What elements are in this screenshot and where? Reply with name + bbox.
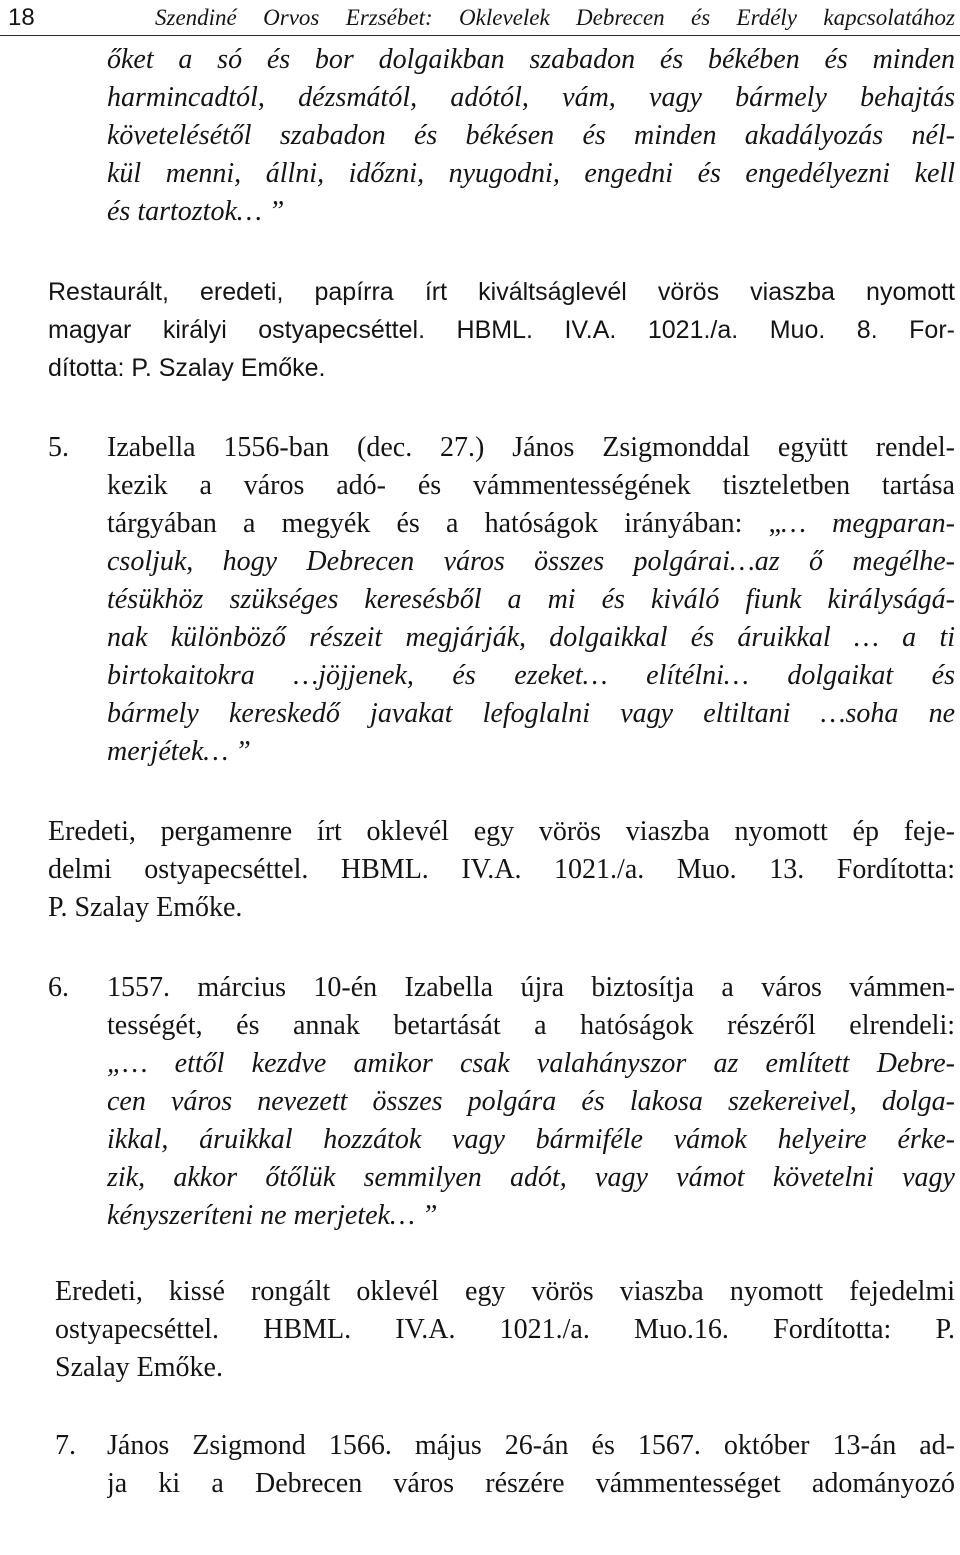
text-line xyxy=(107,1197,955,1235)
text-line xyxy=(107,41,955,79)
text-segment: „… ettől kezdve amikor csak valahányszor az említett Debre- xyxy=(107,1048,955,1079)
text-line xyxy=(107,1465,955,1503)
text-segment: Eredeti, kissé rongált oklevél egy vörös viaszba nyomott fejedelmi xyxy=(55,1276,955,1307)
text-line xyxy=(107,543,955,581)
text-line xyxy=(48,851,955,889)
text-segment: Szalay Emőke. xyxy=(55,1352,223,1383)
text-segment: tárgyában a megyék és a hatóságok irányában: „ xyxy=(107,508,782,539)
text-line xyxy=(107,581,955,619)
running-title: Szendiné Orvos Erzsébet: Oklevelek Debrecen és Erdély kapcsolatához xyxy=(155,5,955,30)
text-segment: Eredeti, pergamenre írt oklevél egy vörös viaszba nyomott ép feje- xyxy=(48,816,955,847)
text-segment: zik, akkor őtőlük semmilyen adót, vagy vámot követelni vagy xyxy=(107,1162,955,1193)
source-note-lines xyxy=(48,813,955,927)
text-segment: és tartoztok… ” xyxy=(107,196,285,227)
text-line xyxy=(48,273,955,311)
text-segment: ikkal, áruikkal hozzátok vagy bármiféle vámok helyeire érke- xyxy=(107,1124,955,1155)
text-line xyxy=(107,467,955,505)
text-segment: tésükhöz szükséges keresésből a mi és kiváló fiunk királyságá- xyxy=(107,584,955,615)
text-line xyxy=(107,1121,955,1159)
text-line xyxy=(107,193,955,231)
text-segment: magyar királyi ostyapecséttel. HBML. IV.A. 1021./a. Muo. 8. For- xyxy=(48,316,955,344)
text-segment: 1557. március 10-én Izabella újra biztosítja a város vámmen- xyxy=(107,972,955,1003)
text-segment: kényszeríteni ne merjetek… ” xyxy=(107,1200,438,1231)
text-segment: ostyapecséttel. HBML. IV.A. 1021./a. Muo.16. Fordította: P. xyxy=(55,1314,955,1345)
text-segment: nak különböző részeit megjárják, dolgaikkal és áruikkal … a ti xyxy=(107,622,955,653)
entry-lines xyxy=(107,1427,955,1503)
text-line xyxy=(107,117,955,155)
text-segment: bármely kereskedő javakat lefoglalni vagy eltiltani …soha ne xyxy=(107,698,955,729)
text-line xyxy=(48,349,955,387)
running-header xyxy=(0,0,960,36)
text-segment: Izabella 1556-ban (dec. 27.) János Zsigmonddal együtt rendel- xyxy=(107,432,955,463)
text-line xyxy=(107,79,955,117)
text-line xyxy=(107,733,955,771)
text-line xyxy=(48,311,955,349)
text-line xyxy=(107,969,955,1007)
text-segment: kül menni, állni, időzni, nyugodni, engedni és engedélyezni kell xyxy=(107,158,955,189)
text-segment: kezik a város adó- és vámmentességének tiszteletben tartása xyxy=(107,470,955,501)
text-segment: Restaurált, eredeti, papírra írt kiváltságlevél vörös viaszba nyomott xyxy=(48,278,955,306)
entry-lines xyxy=(107,429,955,771)
text-line xyxy=(55,1311,955,1349)
entry-lines xyxy=(107,969,955,1235)
text-segment: dította: P. Szalay Emőke. xyxy=(48,354,326,382)
text-line xyxy=(107,619,955,657)
text-segment: ja ki a Debrecen város részére vámmentességet adományozó xyxy=(107,1468,955,1499)
entry-number: 6. xyxy=(48,972,69,1003)
text-segment: őket a só és bor dolgaikban szabadon és békében és minden xyxy=(107,44,955,75)
text-line xyxy=(107,505,955,543)
text-segment: János Zsigmond 1566. május 26-án és 1567. október 13-án ad- xyxy=(107,1430,955,1461)
text-line xyxy=(107,1007,955,1045)
text-segment: cen város nevezett összes polgára és lakosa szekereivel, dolga- xyxy=(107,1086,955,1117)
entry-number: 5. xyxy=(48,432,69,463)
text-line xyxy=(107,1083,955,1121)
text-segment: delmi ostyapecséttel. HBML. IV.A. 1021./a. Muo. 13. Fordította: xyxy=(48,854,955,885)
text-segment: tességét, és annak betartását a hatóságok részéről elrendeli: xyxy=(107,1010,955,1041)
text-segment: merjétek… ” xyxy=(107,736,251,767)
quote-lines xyxy=(107,41,955,231)
text-line xyxy=(107,657,955,695)
text-line xyxy=(107,1159,955,1197)
text-segment: … megparan- xyxy=(781,508,955,539)
text-segment: P. Szalay Emőke. xyxy=(48,892,243,923)
text-line xyxy=(48,889,955,927)
text-line xyxy=(107,429,955,467)
source-note-lines xyxy=(55,1273,955,1387)
text-line xyxy=(107,695,955,733)
text-line xyxy=(107,155,955,193)
text-segment: birtokaitokra …jöjjenek, és ezeket… elítélni… dolgaikat és xyxy=(107,660,955,691)
text-line xyxy=(107,1427,955,1465)
text-line xyxy=(107,1045,955,1083)
entry-number: 7. xyxy=(55,1430,76,1461)
text-segment: csoljuk, hogy Debrecen város összes polgárai…az ő megélhe- xyxy=(107,546,955,577)
text-segment: követelésétől szabadon és békésen és minden akadályozás nél- xyxy=(107,120,955,151)
text-line xyxy=(48,813,955,851)
page-number: 18 xyxy=(8,4,35,31)
source-note-lines xyxy=(48,273,955,387)
text-segment: harmincadtól, dézsmától, adótól, vám, vagy bármely behajtás xyxy=(107,82,955,113)
text-line xyxy=(55,1349,955,1387)
text-line xyxy=(55,1273,955,1311)
